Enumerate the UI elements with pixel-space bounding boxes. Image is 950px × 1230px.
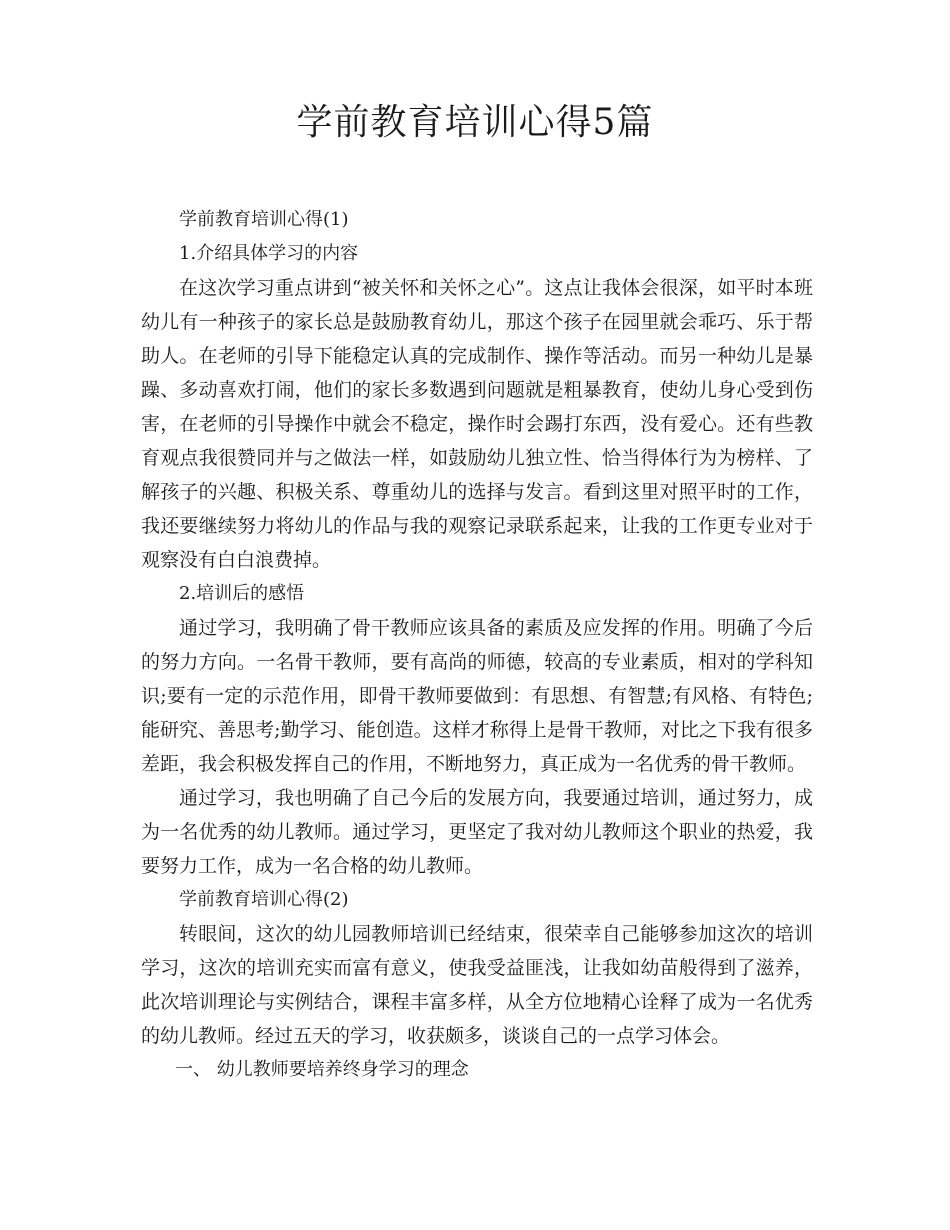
section-heading-2: 学前教育培训心得(2) bbox=[179, 889, 349, 910]
subheading-content: 1.介绍具体学习的内容 bbox=[179, 243, 359, 264]
paragraph: 通过学习，我明确了骨干教师应该具备的素质及应发挥的作用。明确了今后的努力方向。一名骨干教师，要有高尚的师德，较高的专业素质，相对的学科知识;要有一定的示范作用，即骨干教师要做到：有思想、有智慧;有风格、有特色;能研究、善思考;勤学习、能创造。这样才称得上是骨干教师，对比之下我有很多差距，我会积极发挥自己的作用，不断地努力，真正成为一名优秀的骨干教师。 bbox=[141, 617, 813, 775]
document-title: 学前教育培训心得5篇 bbox=[296, 102, 654, 143]
paragraph: 转眼间，这次的幼儿园教师培训已经结束，很荣幸自己能够参加这次的培训学习，这次的培训充实而富有意义，使我受益匪浅，让我如幼苗般得到了滋养，此次培训理论与实例结合，课程丰富多样，从全方位地精心诠释了成为一名优秀的幼儿教师。经过五天的学习，收获颇多，谈谈自己的一点学习体会。 bbox=[141, 923, 813, 1047]
section-heading-1: 学前教育培训心得(1) bbox=[179, 209, 349, 230]
paragraph: 在这次学习重点讲到“被关怀和关怀之心”。这点让我体会很深，如平时本班幼儿有一种孩子的家长总是鼓励教育幼儿，那这个孩子在园里就会乖巧、乐于帮助人。在老师的引导下能稳定认真的完成制作、操作等活动。而另一种幼儿是暴躁、多动喜欢打闹，他们的家长多数遇到问题就是粗暴教育，使幼儿身心受到伤害，在老师的引导操作中就会不稳定，操作时会踢打东西，没有爱心。还有些教育观点我很赞同并与之做法一样，如鼓励幼儿独立性、恰当得体行为为榜样、了解孩子的兴趣、积极关系、尊重幼儿的选择与发言。看到这里对照平时的工作，我还要继续努力将幼儿的作品与我的观察记录联系起来，让我的工作更专业对于观察没有白白浪费掉。 bbox=[141, 277, 813, 571]
subheading-reflection: 2.培训后的感悟 bbox=[179, 583, 305, 604]
paragraph: 通过学习，我也明确了自己今后的发展方向，我要通过培训，通过努力，成为一名优秀的幼儿教师。通过学习，更坚定了我对幼儿教师这个职业的热爱，我要努力工作，成为一名合格的幼儿教师。 bbox=[141, 787, 813, 877]
document-body bbox=[141, 203, 813, 1087]
subheading-lifelong-learning: 一、 幼儿教师要培养终身学习的理念 bbox=[175, 1059, 469, 1080]
